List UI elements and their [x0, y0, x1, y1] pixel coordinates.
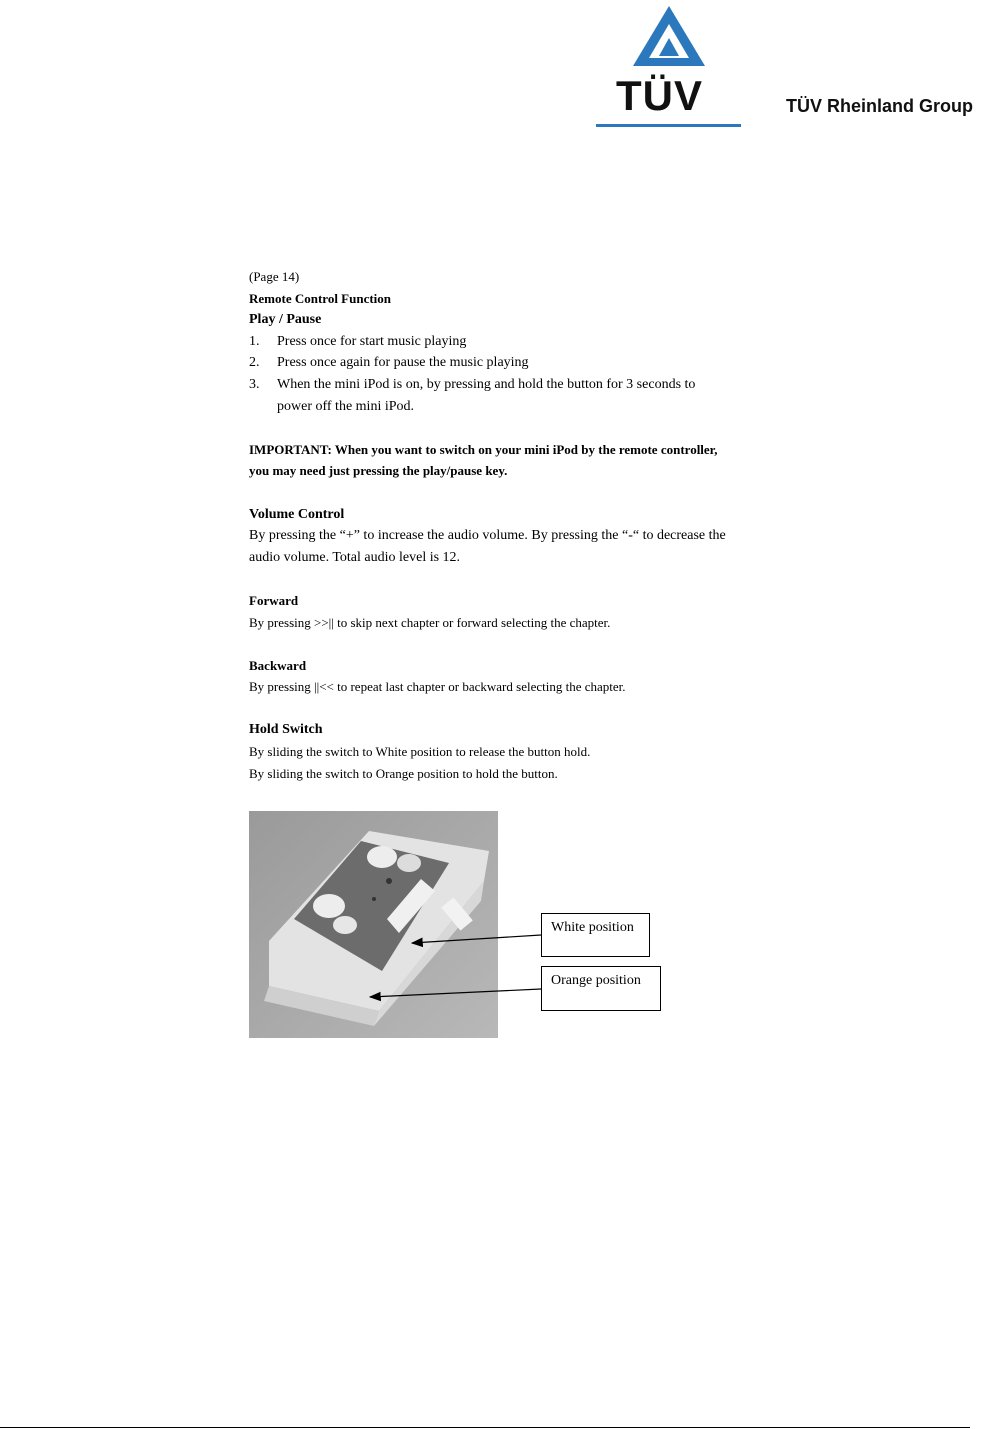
volume-heading: Volume Control — [249, 506, 345, 522]
document-body — [249, 266, 759, 784]
list-number: 1. — [249, 333, 260, 349]
hold-text-white: By sliding the switch to White position to release the button hold. — [249, 744, 591, 760]
list-text: When the mini iPod is on, by pressing and hold the button for 3 seconds to power off the mini iPod. — [277, 376, 696, 414]
section-title: Remote Control Function — [249, 290, 392, 306]
tuv-wordmark: TÜV — [616, 72, 703, 119]
list-number: 3. — [249, 376, 260, 392]
footer-rule — [0, 1427, 970, 1428]
list-text: Press once for start music playing — [277, 333, 467, 349]
volume-text: By pressing the “+” to increase the audio volume. By pressing the “-“ to decrease the audio volume. Total audio level is 12. — [249, 528, 726, 565]
list-number: 2. — [249, 355, 260, 371]
logo-underline — [596, 124, 741, 127]
hold-text-orange: By sliding the switch to Orange position to hold the button. — [249, 765, 558, 781]
play-pause-heading: Play / Pause — [249, 312, 322, 328]
white-position-callout: White position — [541, 913, 650, 957]
important-note: IMPORTANT: When you want to switch on your mini iPod by the remote controller, you may need just pressing the play/pause key. — [249, 441, 718, 479]
list-item — [249, 374, 759, 417]
list-text: Press once again for pause the music playing — [277, 355, 529, 371]
remote-control-photo — [249, 811, 498, 1038]
backward-heading: Backward — [249, 657, 307, 673]
list-item — [249, 331, 759, 353]
forward-text: By pressing >>|| to skip next chapter or forward selecting the chapter. — [249, 614, 611, 630]
list-item — [249, 352, 759, 374]
backward-text: By pressing ||<< to repeat last chapter or backward selecting the chapter. — [249, 679, 626, 695]
tuv-logo — [596, 0, 741, 128]
play-pause-list — [249, 331, 759, 417]
orange-position-callout: Orange position — [541, 966, 661, 1011]
forward-heading: Forward — [249, 592, 299, 608]
group-name: TÜV Rheinland Group — [786, 96, 973, 116]
remote-illustration — [249, 811, 498, 1038]
hold-heading: Hold Switch — [249, 722, 323, 738]
page-reference: (Page 14) — [249, 269, 300, 284]
tuv-triangle-icon — [631, 4, 707, 68]
